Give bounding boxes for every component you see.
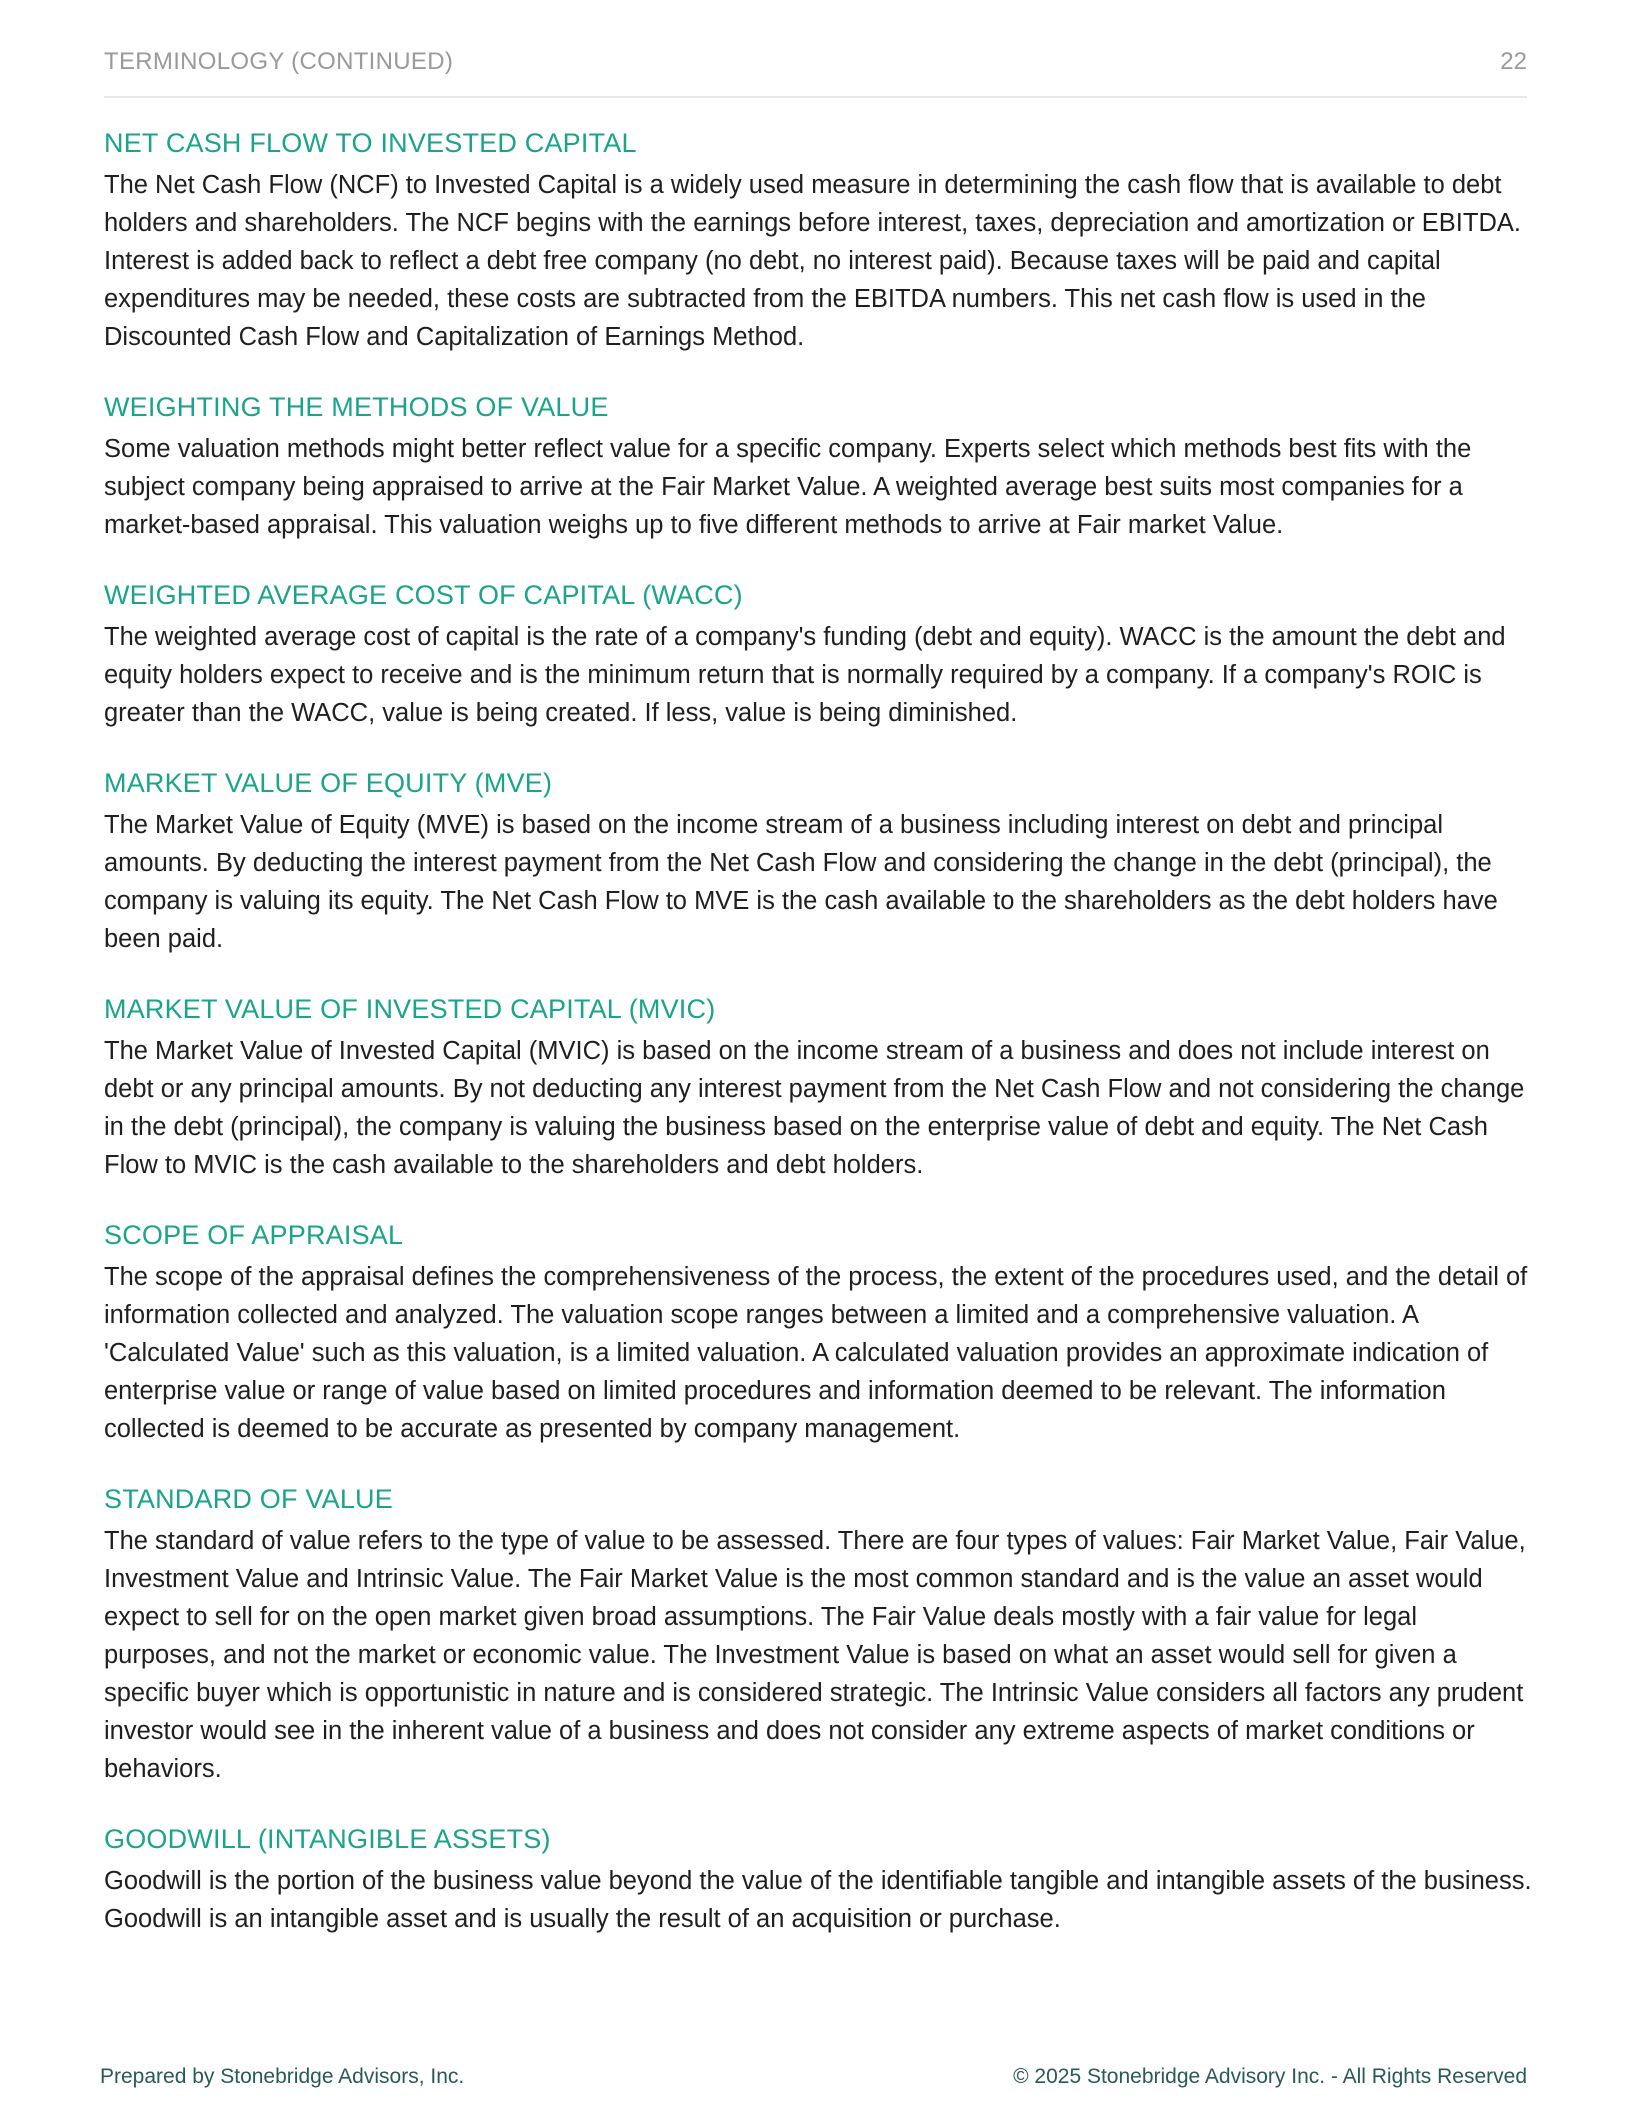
section-heading: MARKET VALUE OF INVESTED CAPITAL (MVIC)	[104, 994, 716, 1024]
section-body: The scope of the appraisal defines the comprehensiveness of the process, the extent of the procedures used, and the detail of information collected and analyzed. The valuation scope ranges between a limited and a comprehensive valuation. A 'Calculated Value' such as this valuation, is a limited valuation. A calculated valuation provides an approximate indication of enterprise value or range of value based on limited procedures and information deemed to be relevant. The information collected is deemed to be accurate as presented by company management.	[104, 1263, 1528, 1443]
section-mve	[104, 764, 1534, 958]
footer-copyright: © 2025 Stonebridge Advisory Inc. - All Rights Reserved	[1013, 2065, 1527, 2088]
section-heading: WEIGHTING THE METHODS OF VALUE	[104, 392, 609, 422]
section-body: The weighted average cost of capital is the rate of a company's funding (debt and equity). WACC is the amount the debt and equity holders expect to receive and is the minimum return that is normally required by a company. If a company's ROIC is greater than the WACC, value is being created. If less, value is being diminished.	[104, 623, 1506, 727]
section-scope-of-appraisal	[104, 1216, 1534, 1448]
footer-prepared-by: Prepared by Stonebridge Advisors, Inc.	[100, 2065, 465, 2088]
section-goodwill	[104, 1820, 1534, 1938]
section-heading: STANDARD OF VALUE	[104, 1484, 393, 1514]
section-body: The standard of value refers to the type of value to be assessed. There are four types of values: Fair Market Value, Fair Value, Investment Value and Intrinsic Value. The Fair Market Value is the most common standard and is the value an asset would expect to sell for on the open market given broad assumptions. The Fair Value deals mostly with a fair value for legal purposes, and not the market or economic value. The Investment Value is based on what an asset would sell for given a specific buyer which is opportunistic in nature and is considered strategic. The Intrinsic Value considers all factors any prudent investor would see in the inherent value of a business and does not consider any extreme aspects of market conditions or behaviors.	[104, 1527, 1526, 1783]
section-net-cash-flow	[104, 124, 1534, 356]
page-footer	[100, 2065, 1527, 2095]
section-body: Some valuation methods might better reflect value for a specific company. Experts select which methods best fits with the subject company being appraised to arrive at the Fair Market Value. A weighted average best suits most companies for a market-based appraisal. This valuation weighs up to five different methods to arrive at Fair market Value.	[104, 435, 1472, 539]
section-weighting-methods	[104, 388, 1534, 544]
header-title: TERMINOLOGY (CONTINUED)	[104, 48, 454, 75]
section-heading: GOODWILL (INTANGIBLE ASSETS)	[104, 1824, 551, 1854]
section-heading: SCOPE OF APPRAISAL	[104, 1220, 404, 1250]
document-body	[104, 124, 1534, 1970]
section-standard-of-value	[104, 1480, 1534, 1788]
section-wacc	[104, 576, 1534, 732]
section-body: Goodwill is the portion of the business value beyond the value of the identifiable tangible and intangible assets of the business. Goodwill is an intangible asset and is usually the result of an acquisition or purchase.	[104, 1867, 1532, 1933]
section-heading: MARKET VALUE OF EQUITY (MVE)	[104, 768, 553, 798]
section-heading: NET CASH FLOW TO INVESTED CAPITAL	[104, 128, 637, 158]
section-mvic	[104, 990, 1534, 1184]
section-body: The Net Cash Flow (NCF) to Invested Capital is a widely used measure in determining the cash flow that is available to debt holders and shareholders. The NCF begins with the earnings before interest, taxes, depreciation and amortization or EBITDA. Interest is added back to reflect a debt free company (no debt, no interest paid). Because taxes will be paid and capital expenditures may be needed, these costs are subtracted from the EBITDA numbers. This net cash flow is used in the Discounted Cash Flow and Capitalization of Earnings Method.	[104, 171, 1521, 351]
section-body: The Market Value of Invested Capital (MVIC) is based on the income stream of a business and does not include interest on debt or any principal amounts. By not deducting any interest payment from the Net Cash Flow and not considering the change in the debt (principal), the company is valuing the business based on the enterprise value of debt and equity. The Net Cash Flow to MVIC is the cash available to the shareholders and debt holders.	[104, 1037, 1525, 1179]
section-heading: WEIGHTED AVERAGE COST OF CAPITAL (WACC)	[104, 580, 743, 610]
page-header	[104, 46, 1527, 98]
section-body: The Market Value of Equity (MVE) is based on the income stream of a business including interest on debt and principal amounts. By deducting the interest payment from the Net Cash Flow and considering the change in the debt (principal), the company is valuing its equity. The Net Cash Flow to MVE is the cash available to the shareholders as the debt holders have been paid.	[104, 811, 1498, 953]
page-number: 22	[1500, 48, 1527, 75]
